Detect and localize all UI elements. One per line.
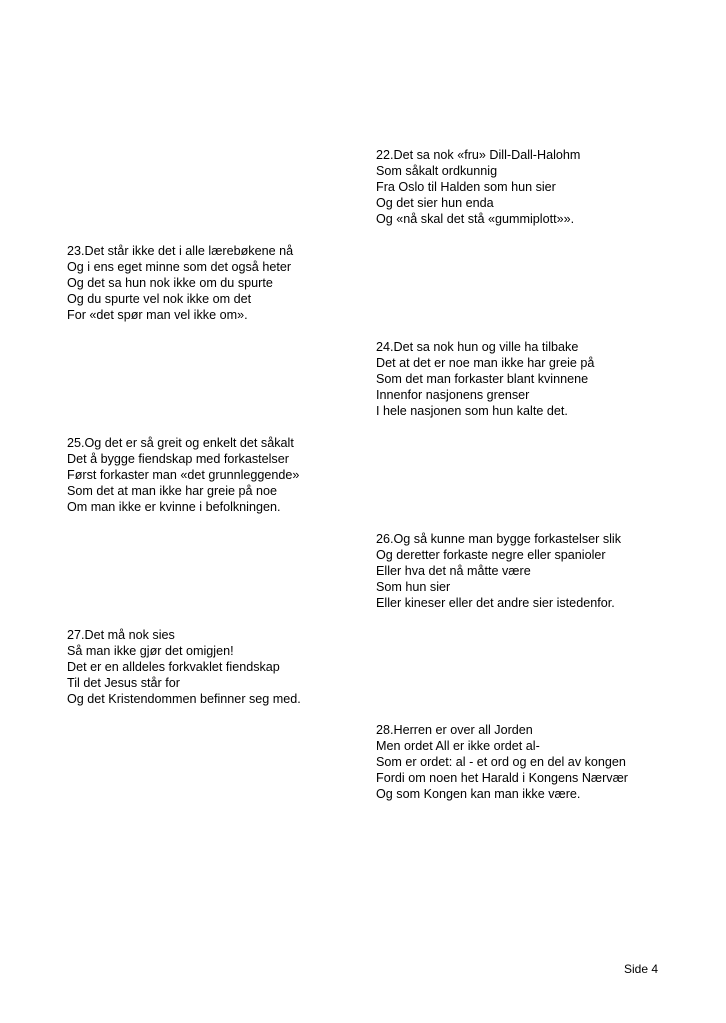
stanza-line: Og det sier hun enda (376, 196, 494, 210)
stanza-line: Og det sa hun nok ikke om du spurte (67, 276, 273, 290)
stanza-line: Eller kineser eller det andre sier istedenfor. (376, 596, 615, 610)
stanza-line: 24.Det sa nok hun og ville ha tilbake (376, 340, 579, 354)
stanza-line: Som det man forkaster blant kvinnene (376, 372, 589, 386)
stanza-line: Eller hva det nå måtte være (376, 564, 531, 578)
stanza-26 (376, 531, 621, 611)
stanza-line: 27.Det må nok sies (67, 628, 175, 642)
stanza-line: Og «nå skal det stå «gummiplott»». (376, 212, 575, 226)
stanza-line: Og som Kongen kan man ikke være. (376, 787, 581, 801)
stanza-line: Fordi om noen het Harald i Kongens Nærvær (376, 771, 628, 785)
stanza-28 (376, 722, 628, 802)
stanza-line: Som det at man ikke har greie på noe (67, 484, 278, 498)
stanza-line: Om man ikke er kvinne i befolkningen. (67, 500, 281, 514)
stanza-22 (376, 147, 580, 227)
stanza-line: Som er ordet: al - et ord og en del av kongen (376, 755, 626, 769)
page-number: Side 4 (623, 962, 658, 976)
stanza-line: Innenfor nasjonens grenser (376, 388, 530, 402)
stanza-line: Til det Jesus står for (67, 676, 180, 690)
stanza-line: Fra Oslo til Halden som hun sier (376, 180, 556, 194)
stanza-line: Som såkalt ordkunnig (376, 164, 498, 178)
stanza-line: I hele nasjonen som hun kalte det. (376, 404, 568, 418)
stanza-23 (67, 243, 293, 323)
stanza-line: 28.Herren er over all Jorden (376, 723, 533, 737)
stanza-24 (376, 339, 594, 419)
stanza-line: Og i ens eget minne som det også heter (67, 260, 292, 274)
stanza-line: 23.Det står ikke det i alle lærebøkene nå (67, 244, 294, 258)
stanza-line: For «det spør man vel ikke om». (67, 308, 248, 322)
stanza-line: Først forkaster man «det grunnleggende» (67, 468, 300, 482)
stanza-line: 25.Og det er så greit og enkelt det såkalt (67, 436, 294, 450)
stanza-line: Det å bygge fiendskap med forkastelser (67, 452, 289, 466)
stanza-line: 22.Det sa nok «fru» Dill-Dall-Halohm (376, 148, 581, 162)
stanza-25 (67, 435, 299, 515)
stanza-line: Og deretter forkaste negre eller spanioler (376, 548, 606, 562)
stanza-line: Så man ikke gjør det omigjen! (67, 644, 234, 658)
stanza-line: Det er en alldeles forkvaklet fiendskap (67, 660, 280, 674)
stanza-27 (67, 627, 301, 707)
stanza-line: Og det Kristendommen befinner seg med. (67, 692, 301, 706)
stanza-line: Det at det er noe man ikke har greie på (376, 356, 595, 370)
stanza-line: 26.Og så kunne man bygge forkastelser slik (376, 532, 622, 546)
stanza-line: Som hun sier (376, 580, 451, 594)
stanza-line: Og du spurte vel nok ikke om det (67, 292, 252, 306)
stanza-line: Men ordet All er ikke ordet al- (376, 739, 540, 753)
